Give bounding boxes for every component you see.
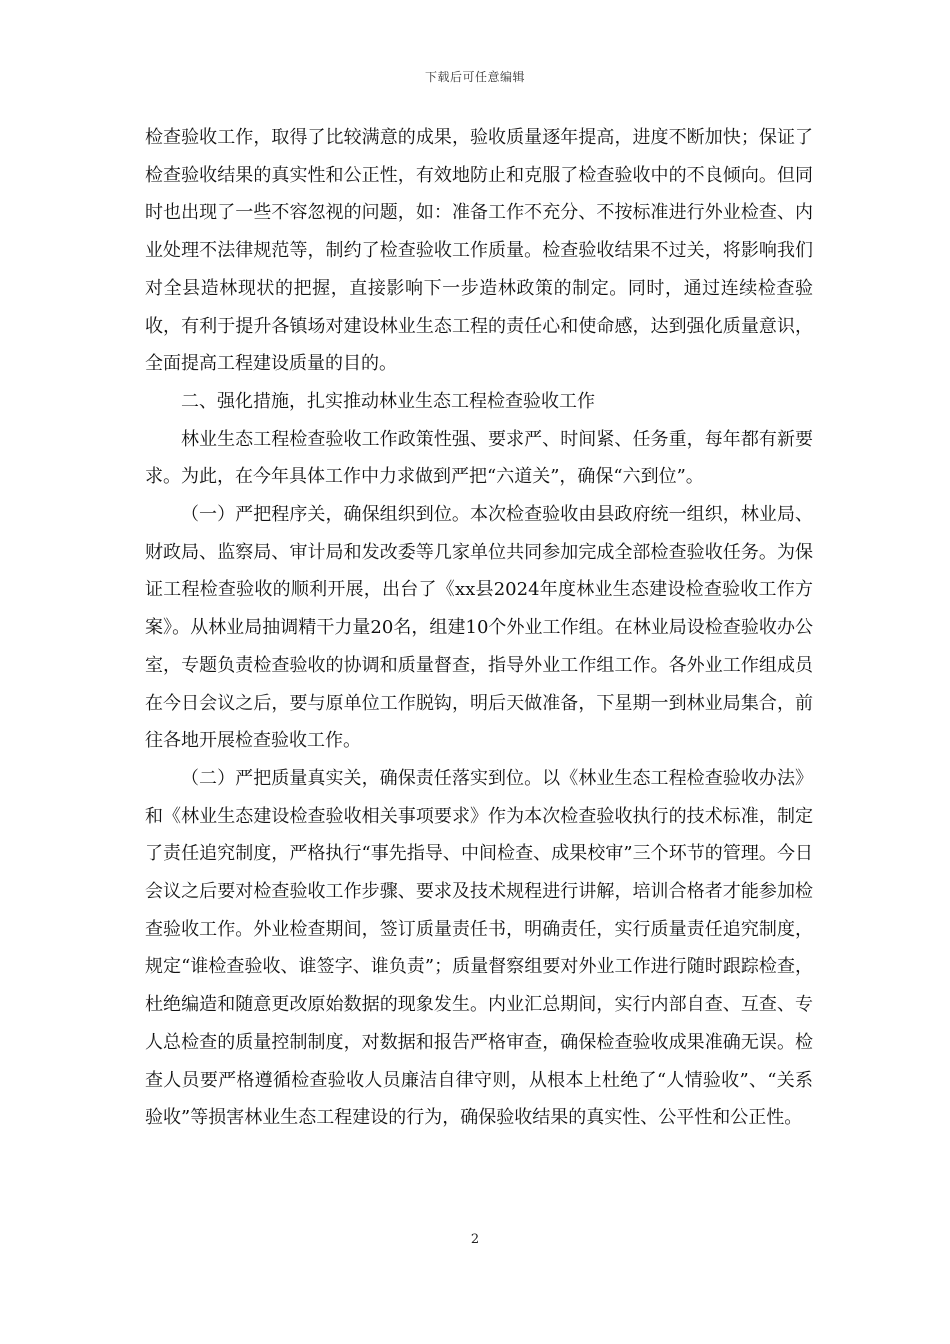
body-paragraph-intro: 林业生态工程检查验收工作政策性强、要求严、时间紧、任务重，每年都有新要求。为此，在今年具体工作中力求做到严把“六道关”，确保“六到位”。 — [145, 428, 813, 488]
body-paragraph-continued: 检查验收工作，取得了比较满意的成果，验收质量逐年提高，进度不断加快；保证了检查验收结果的真实性和公正性，有效地防止和克服了检查验收中的不良倾向。但同时也出现了一些不容忽视的问题，如：准备工作不充分、不按标准进行外业检查、内业处理不法律规范等，制约了检查验收工作质量。检查验收结果不过关，将影响我们对全县造林现状的把握，直接影响下一步造林政策的制定。同时，通过连续检查验收，有利于提升各镇场对建设林业生态工程的责任心和使命感，达到强化质量意识，全面提高工程建设质量的目的。 — [145, 127, 813, 375]
body-paragraph-procedure: （一）严把程序关，确保组织到位。本次检查验收由县政府统一组织，林业局、财政局、监察局、审计局和发改委等几家单位共同参加完成全部检查验收任务。为保证工程检查验收的顺利开展，出台了《xx县2024年度林业生态建设检查验收工作方案》。从林业局抽调精干力量20名，组建10个外业工作组。在林业局设检查验收办公室，专题负责检查验收的协调和质量督查，指导外业工作组工作。各外业工作组成员在今日会议之后，要与原单位工作脱钩，明后天做准备，下星期一到林业局集合，前往各地开展检查验收工作。 — [145, 504, 813, 752]
body-paragraph-quality: （二）严把质量真实关，确保责任落实到位。以《林业生态工程检查验收办法》和《林业生态建设检查验收相关事项要求》作为本次检查验收执行的技术标准，制定了责任追究制度，严格执行“事先指导、中间检查、成果校审”三个环节的管理。今日会议之后要对检查验收工作步骤、要求及技术规程进行讲解，培训合格者才能参加检查验收工作。外业检查期间，签订质量责任书，明确责任，实行质量责任追究制度，规定“谁检查验收、谁签字、谁负责”；质量督察组要对外业工作进行随时跟踪检查，杜绝编造和随意更改原始数据的现象发生。内业汇总期间，实行内部自查、互查、专人总检查的质量控制制度，对数据和报告严格审查，确保检查验收成果准确无误。检查人员要严格遵循检查验收人员廉洁自律守则，从根本上杜绝了“人情验收”、“关系验收”等损害林业生态工程建设的行为，确保验收结果的真实性、公平性和公正性。 — [145, 767, 813, 1129]
page-number: 2 — [470, 1232, 480, 1247]
page-header: 下载后可任意编辑 — [424, 70, 525, 84]
document-body — [145, 119, 813, 1137]
section-heading: 二、强化措施，扎实推动林业生态工程检查验收工作 — [181, 390, 595, 412]
